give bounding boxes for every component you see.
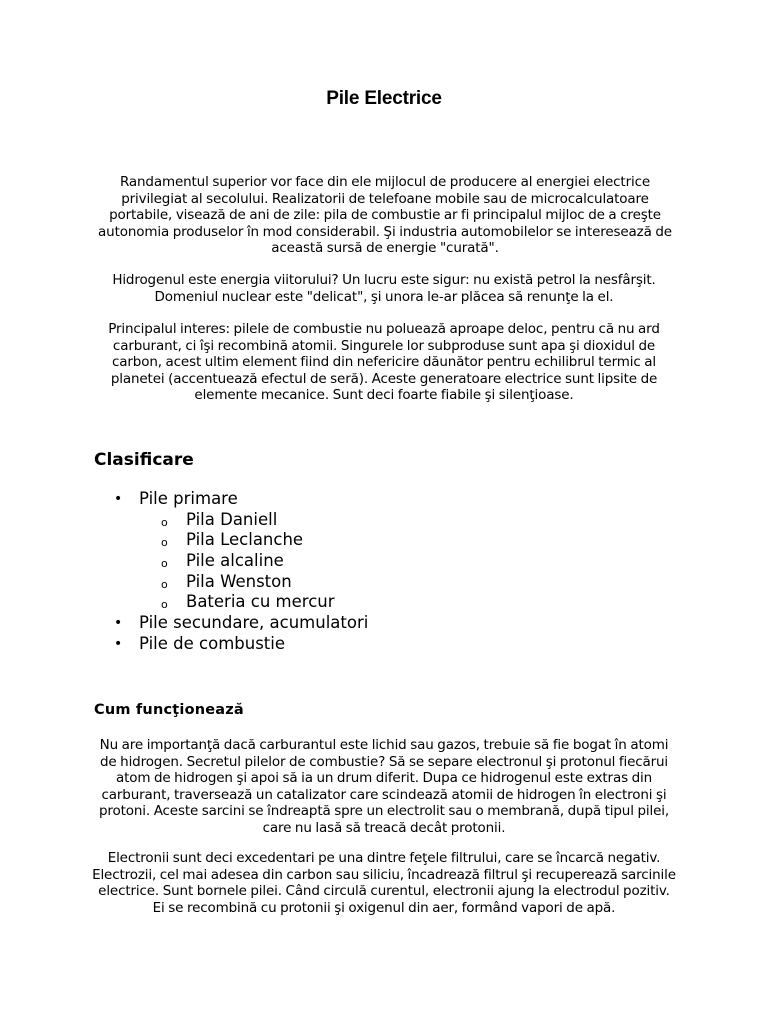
classification-heading: Clasificare	[94, 450, 194, 470]
list-item-label: Pila Daniell	[186, 509, 278, 529]
circle-bullet-icon: o	[161, 577, 168, 591]
list-item	[112, 489, 612, 510]
how-it-works-heading: Cum funcţionează	[94, 702, 244, 718]
classification-list	[112, 489, 612, 655]
page-title: Pile Electrice	[326, 88, 442, 109]
bullet-icon: •	[114, 491, 123, 507]
list-item	[112, 613, 612, 634]
circle-bullet-icon: o	[161, 536, 168, 550]
circle-bullet-icon: o	[161, 515, 168, 529]
list-item-label: Pile alcaline	[186, 551, 284, 571]
list-item-label: Pila Wenston	[186, 571, 292, 591]
list-item	[112, 572, 612, 593]
list-item-label: Pile de combustie	[139, 633, 285, 653]
circle-bullet-icon: o	[161, 598, 168, 612]
list-item	[112, 510, 612, 531]
bullet-icon: •	[114, 635, 123, 652]
intro-paragraph-2: Hidrogenul este energia viitorului? Un lucru este sigur: nu există petrol la nesfârşit. Domeniul nuclear este "delicat", şi unora le-ar plăcea să renunţe la el.	[112, 272, 656, 305]
list-item-label: Pile secundare, acumulatori	[139, 613, 369, 633]
list-item	[112, 634, 612, 655]
list-item-label: Pila Leclanche	[186, 530, 304, 550]
list-item	[112, 592, 612, 613]
how-it-works-paragraph-2: Electronii sunt deci excedentari pe una dintre feţele filtrului, care se încarcă negativ. Electrozii, cel mai adesea din carbon sau siliciu, încadrează filtrul şi recuperează sarcinile electrice. Sunt bornele pilei. Când circulă curentul, electronii ajung la electrodul pozitiv. Ei se recombină cu protonii şi oxigenul din aer, formând vapori de apă.	[92, 850, 676, 916]
list-item-label: Bateria cu mercur	[186, 592, 335, 612]
list-item	[112, 551, 612, 572]
circle-bullet-icon: o	[161, 557, 168, 571]
how-it-works-paragraph-1: Nu are importanţă dacă carburantul este lichid sau gazos, trebuie să fie bogat în atomi de hidrogen. Secretul pilelor de combustie? Să se separe electronul şi protonul fiecărui atom de hidrogen şi apoi să ia un drum diferit. Dupa ce hidrogenul este extras din carburant, traversează un catalizator care scindează atomii de hidrogen în electroni şi protoni. Aceste sarcini se îndreaptă spre un electrolit sau o membrană, după tipul pilei, care nu lasă să treacă decât protonii.	[99, 737, 669, 836]
list-item	[112, 530, 612, 551]
bullet-icon: •	[114, 615, 123, 632]
list-item-label: Pile primare	[139, 489, 238, 508]
intro-paragraph-1: Randamentul superior vor face din ele mijlocul de producere al energiei electrice privilegiat al secolului. Realizatorii de telefoane mobile sau de microcalculatoare portabile, visează de ani de zile: pila de combustie ar fi principalul mijloc de a creşte autonomia produselor în mod considerabil. Şi industria automobilelor se interesează de această sursă de energie "curată".	[98, 174, 672, 257]
intro-paragraph-3: Principalul interes: pilele de combustie nu poluează aproape deloc, pentru că nu ard carburant, ci îşi recombină atomii. Singurele lor subproduse sunt apa şi dioxidul de carbon, acest ultim element fiind din nefericire dăunător pentru echilibrul termic al planetei (accentuează efectul de seră). Aceste generatoare electrice sunt lipsite de elemente mecanice. Sunt deci foarte fiabile şi silenţioase.	[108, 321, 660, 404]
